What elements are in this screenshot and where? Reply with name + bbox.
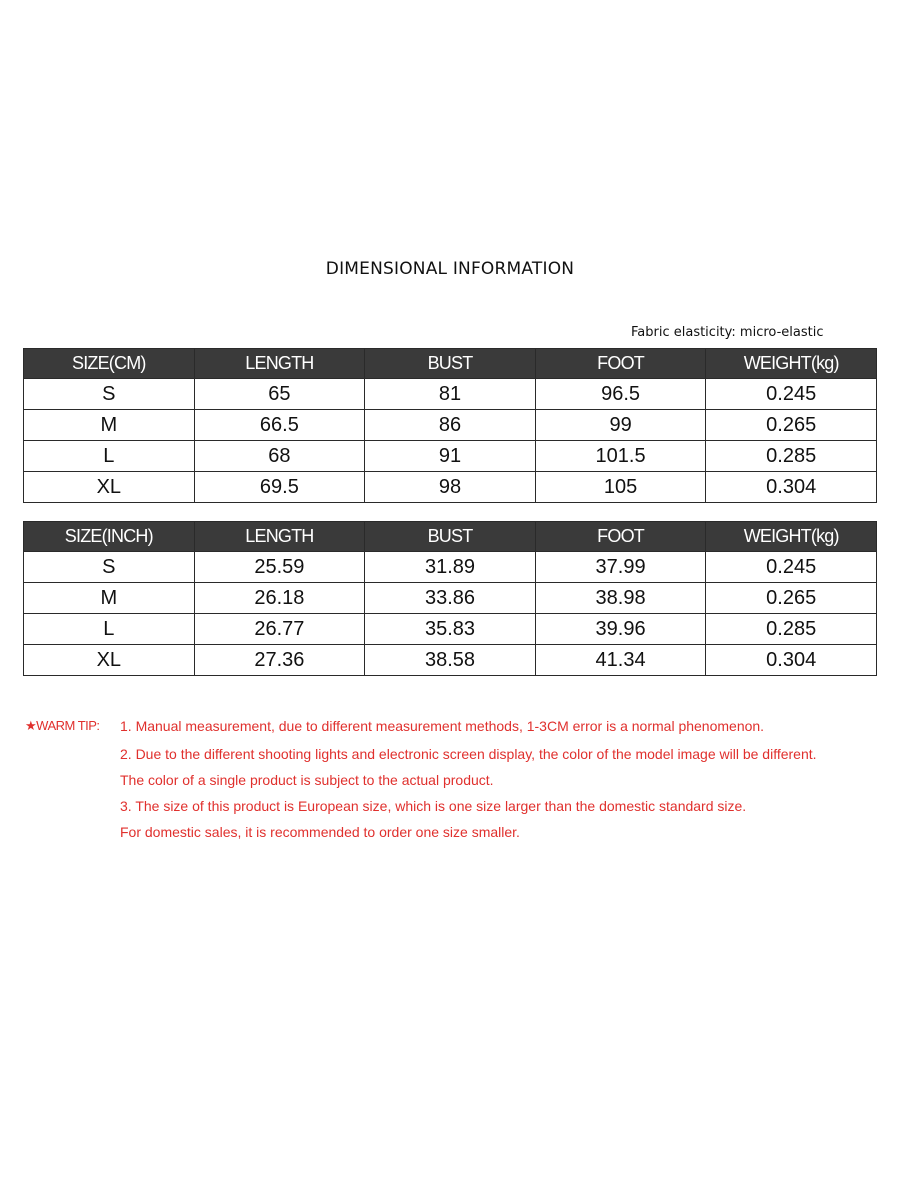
cell-bust: 81 <box>365 379 536 410</box>
cell-bust: 33.86 <box>365 583 536 614</box>
cell-weight: 0.285 <box>706 441 877 472</box>
cell-foot: 41.34 <box>535 645 706 676</box>
table-row <box>24 379 877 410</box>
cell-length: 65 <box>194 379 365 410</box>
cell-foot: 39.96 <box>535 614 706 645</box>
page-title: DIMENSIONAL INFORMATION <box>325 259 575 279</box>
cell-bust: 91 <box>365 441 536 472</box>
cell-bust: 38.58 <box>365 645 536 676</box>
cell-length: 66.5 <box>194 410 365 441</box>
table-row <box>24 614 877 645</box>
table-row <box>24 552 877 583</box>
cell-size: S <box>24 552 195 583</box>
header-foot: FOOT <box>535 349 706 379</box>
table-row <box>24 472 877 503</box>
cell-size: XL <box>24 472 195 503</box>
warm-tip-line-2: 2. Due to the different shooting lights and electronic screen display, the color of the model image will be different. <box>120 746 817 762</box>
header-size: SIZE(CM) <box>24 349 195 379</box>
header-length: LENGTH <box>194 522 365 552</box>
cell-weight: 0.304 <box>706 645 877 676</box>
cell-foot: 37.99 <box>535 552 706 583</box>
cell-length: 27.36 <box>194 645 365 676</box>
cell-foot: 105 <box>535 472 706 503</box>
cell-bust: 35.83 <box>365 614 536 645</box>
header-length: LENGTH <box>194 349 365 379</box>
cell-length: 26.77 <box>194 614 365 645</box>
warm-tip-label: ★WARM TIP: <box>25 718 100 733</box>
cell-weight: 0.265 <box>706 410 877 441</box>
cell-length: 25.59 <box>194 552 365 583</box>
warm-tip-line-3: The color of a single product is subject to the actual product. <box>120 772 494 788</box>
cell-foot: 99 <box>535 410 706 441</box>
header-weight: WEIGHT(kg) <box>706 522 877 552</box>
warm-tip-line-5: For domestic sales, it is recommended to order one size smaller. <box>120 824 520 840</box>
cell-bust: 31.89 <box>365 552 536 583</box>
cell-weight: 0.285 <box>706 614 877 645</box>
table-row <box>24 441 877 472</box>
cell-size: S <box>24 379 195 410</box>
cell-foot: 101.5 <box>535 441 706 472</box>
header-size: SIZE(INCH) <box>24 522 195 552</box>
size-table-inch <box>23 521 877 676</box>
cell-length: 68 <box>194 441 365 472</box>
header-weight: WEIGHT(kg) <box>706 349 877 379</box>
cell-length: 69.5 <box>194 472 365 503</box>
cell-weight: 0.304 <box>706 472 877 503</box>
table-header-row <box>24 349 877 379</box>
header-bust: BUST <box>365 522 536 552</box>
cell-foot: 38.98 <box>535 583 706 614</box>
table-row <box>24 645 877 676</box>
cell-weight: 0.245 <box>706 552 877 583</box>
cell-bust: 98 <box>365 472 536 503</box>
cell-size: XL <box>24 645 195 676</box>
cell-foot: 96.5 <box>535 379 706 410</box>
size-table-cm <box>23 348 877 503</box>
warm-tip-line-4: 3. The size of this product is European size, which is one size larger than the domestic standard size. <box>120 798 747 814</box>
cell-size: M <box>24 410 195 441</box>
cell-weight: 0.245 <box>706 379 877 410</box>
table-row <box>24 410 877 441</box>
warm-tip-line-1: 1. Manual measurement, due to different measurement methods, 1-3CM error is a normal phenomenon. <box>120 718 765 734</box>
cell-size: L <box>24 441 195 472</box>
header-foot: FOOT <box>535 522 706 552</box>
cell-weight: 0.265 <box>706 583 877 614</box>
cell-size: M <box>24 583 195 614</box>
cell-bust: 86 <box>365 410 536 441</box>
fabric-elasticity-note: Fabric elasticity: micro-elastic <box>631 325 824 340</box>
table-row <box>24 583 877 614</box>
header-bust: BUST <box>365 349 536 379</box>
table-header-row <box>24 522 877 552</box>
cell-size: L <box>24 614 195 645</box>
cell-length: 26.18 <box>194 583 365 614</box>
